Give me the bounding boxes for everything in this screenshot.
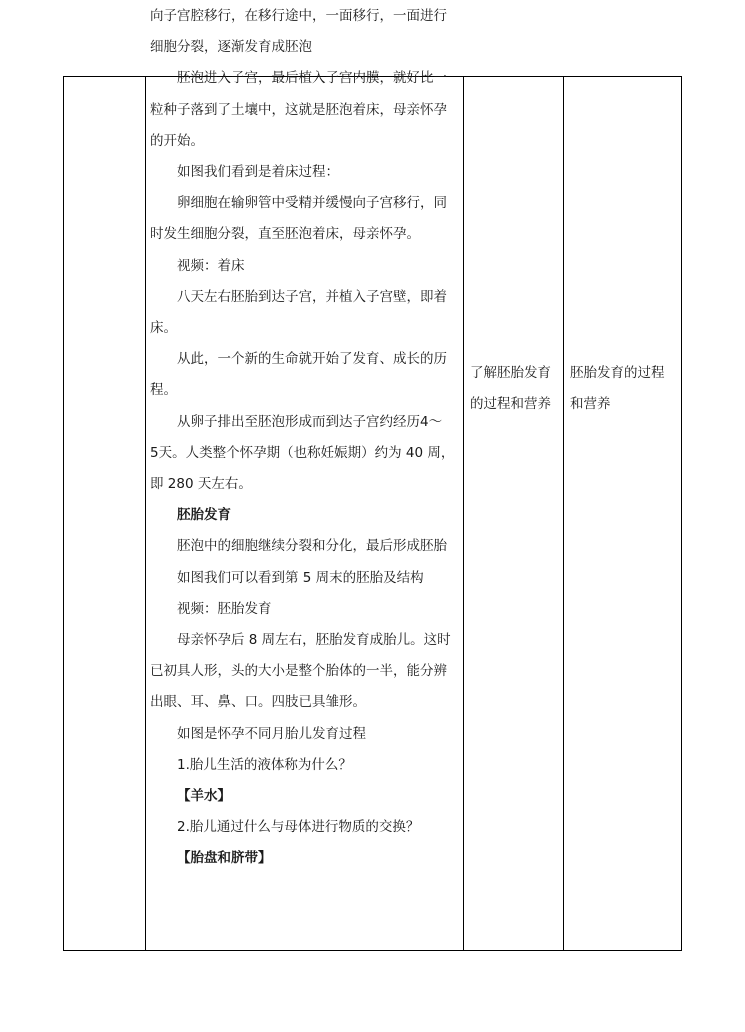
content-paragraph: 胚泡进入子宫，最后植入子宫内膜，就好比一 xyxy=(177,70,447,87)
column-divider xyxy=(463,77,464,950)
content-paragraph: 如图我们可以看到第 5 周末的胚胎及结构 xyxy=(177,569,424,586)
content-paragraph: 时发生细胞分裂，直至胚泡着床，母亲怀孕。 xyxy=(150,226,420,243)
content-paragraph: 胚胎发育 xyxy=(177,507,231,524)
content-paragraph: 胚泡中的细胞继续分裂和分化，最后形成胚胎 xyxy=(177,538,447,555)
key-point-cell xyxy=(570,358,665,420)
content-paragraph: 的开始。 xyxy=(150,132,204,149)
content-paragraph: 2.胎儿通过什么与母体进行物质的交换？ xyxy=(177,819,420,836)
learning-goal-line: 的过程和营养 xyxy=(470,396,551,413)
content-paragraph: 向子宫腔移行，在移行途中，一面移行，一面进行 xyxy=(150,8,447,24)
content-paragraph: 从此，一个新的生命就开始了发育、成长的历 xyxy=(177,351,447,368)
content-paragraph: 5天。人类整个怀孕期（也称妊娠期）约为 40 周， xyxy=(150,444,455,461)
content-paragraph: 已初具人形，头的大小是整个胎体的一半，能分辨 xyxy=(150,663,447,680)
content-paragraph: 即 280 天左右。 xyxy=(150,476,252,493)
content-paragraph: 母亲怀孕后 8 周左右，胚胎发育成胎儿。这时 xyxy=(177,632,451,649)
learning-goal-cell xyxy=(470,358,551,420)
teaching-content-cell xyxy=(150,1,454,875)
content-paragraph: 床。 xyxy=(150,320,177,337)
learning-goal-line: 了解胚胎发育 xyxy=(470,365,551,381)
content-paragraph: 出眼、耳、鼻、口。四肢已具雏形。 xyxy=(150,694,366,711)
content-paragraph: 视频：着床 xyxy=(177,257,245,274)
content-paragraph: 【羊水】 xyxy=(177,788,231,805)
content-paragraph: 从卵子排出至胚泡形成而到达子宫约经历4～ xyxy=(177,413,443,430)
column-divider xyxy=(145,77,146,950)
key-point-line: 和营养 xyxy=(570,396,611,413)
content-paragraph: 粒种子落到了土壤中，这就是胚泡着床，母亲怀孕 xyxy=(150,101,447,118)
content-paragraph: 八天左右胚胎到达子宫，并植入子宫壁，即着 xyxy=(177,288,447,305)
content-paragraph: 视频：胚胎发育 xyxy=(177,600,272,617)
content-paragraph: 【胎盘和脐带】 xyxy=(177,850,272,867)
content-paragraph: 程。 xyxy=(150,382,177,399)
column-divider xyxy=(563,77,564,950)
content-paragraph: 如图我们看到是着床过程： xyxy=(177,164,339,181)
content-paragraph: 1.胎儿生活的液体称为什么？ xyxy=(177,756,352,773)
content-paragraph: 卵细胞在输卵管中受精并缓慢向子宫移行，同 xyxy=(177,195,447,212)
content-paragraph: 如图是怀孕不同月胎儿发育过程 xyxy=(177,725,366,742)
content-paragraph: 细胞分裂，逐渐发育成胚泡 xyxy=(150,39,312,56)
key-point-line: 胚胎发育的过程 xyxy=(570,365,665,381)
